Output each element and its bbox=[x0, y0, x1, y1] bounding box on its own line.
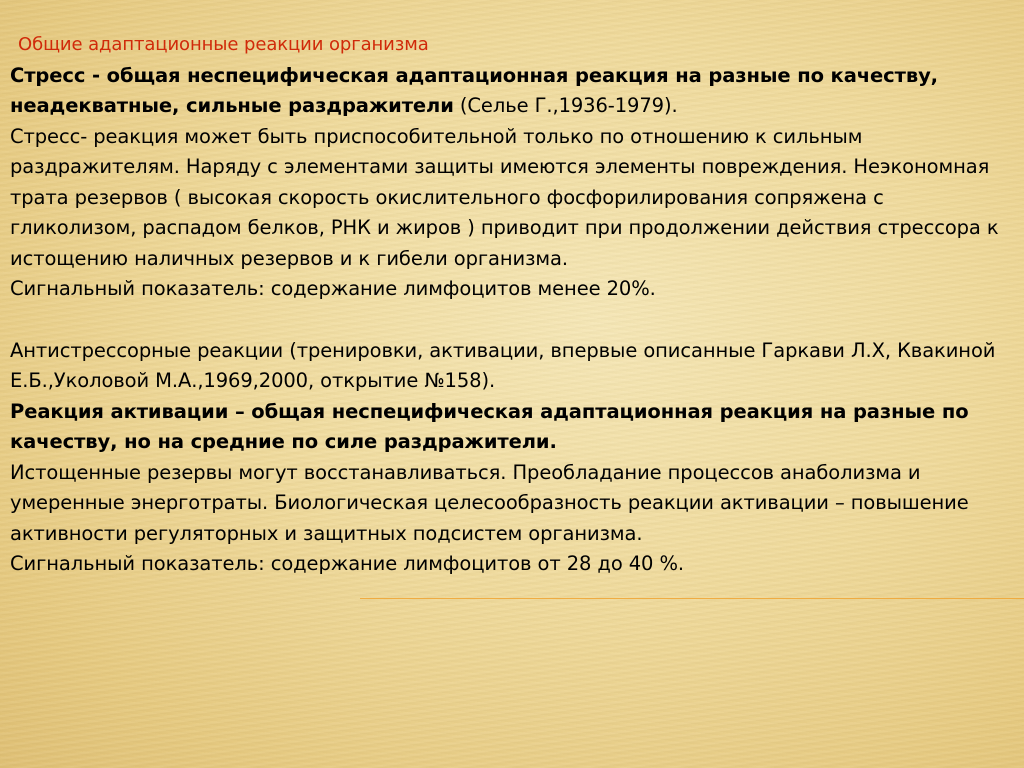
footer-accent-line bbox=[360, 598, 1024, 599]
paragraph-spacer bbox=[10, 305, 1016, 336]
activation-definition: Реакция активации – общая неспецифическая адаптационная реакция на разные по качеству, но на средние по силе раздражители. bbox=[10, 399, 969, 453]
activation-indicator: Сигнальный показатель: содержание лимфоцитов от 28 до 40 %. bbox=[10, 552, 684, 575]
slide-title: Общие адаптационные реакции организма bbox=[18, 34, 429, 55]
slide-content bbox=[10, 30, 1016, 580]
stress-definition-citation: (Селье Г.,1936-1979). bbox=[453, 94, 678, 117]
stress-body: Стресс- реакция может быть приспособительной только по отношению к сильным раздражителям. Наряду с элементами защиты имеются элементы повреждения. Неэкономная трата резервов ( высокая скорость окислительного фосфорилирования сопряжена с гликолизом, распадом белков, РНК и жиров ) приводит при продолжении действия стрессора к истощению наличных резервов и к гибели организма. bbox=[10, 124, 999, 270]
stress-definition-bold: Стресс - общая неспецифическая адаптационная реакция на разные по качеству, неадекватные, сильные раздражители bbox=[10, 63, 938, 117]
activation-body: Истощенные резервы могут восстанавливаться. Преобладание процессов анаболизма и умеренные энерготраты. Биологическая целесообразность реакции активации – повышение активности регуляторных и защитных подсистем организма. bbox=[10, 460, 969, 545]
stress-indicator: Сигнальный показатель: содержание лимфоцитов менее 20%. bbox=[10, 277, 656, 300]
antistress-intro: Антистрессорные реакции (тренировки, активации, впервые описанные Гаркави Л.Х, Квакиной Е.Б.,Уколовой М.А.,1969,2000, открытие №158). bbox=[10, 338, 996, 392]
stress-definition bbox=[10, 61, 1016, 122]
